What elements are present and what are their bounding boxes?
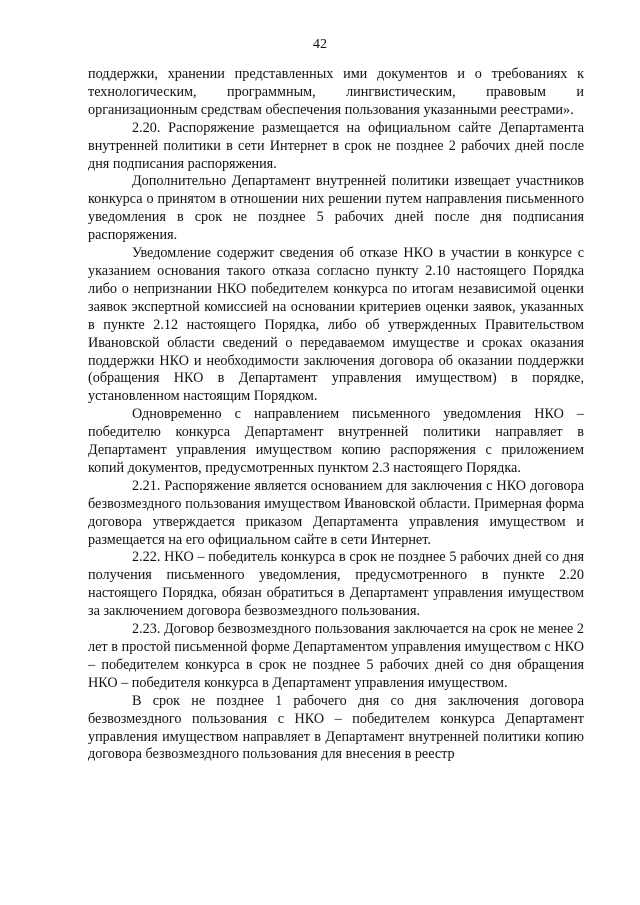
paragraph-2-22: 2.22. НКО – победитель конкурса в срок не позднее 5 рабочих дней со дня получения письменного уведомления, предусмотренного в пункте 2.20 настоящего Порядка, обязан обратиться в Департамент управления имуществом за заключением договора безвозмездного пользования. (88, 549, 584, 620)
body-text (88, 66, 584, 764)
paragraph-simultaneous-transfer: Одновременно с направлением письменного уведомления НКО – победителю конкурса Департамент внутренней политики направляет в Департамент управления имуществом копию распоряжения с приложением копий документов, предусмотренных пунктом 2.3 настоящего Порядка. (88, 406, 584, 476)
paragraph-notification-content: Уведомление содержит сведения об отказе НКО в участии в конкурсе с указанием основания такого отказа согласно пункту 2.10 настоящего Порядка либо о непризнании НКО победителем конкурса по итогам независимой оценки заявок экспертной комиссией на основании критериев оценки заявок, указанных в пункте 2.12 настоящего Порядка, либо об утвержденных Правительством Ивановской области сведений о передаваемом имуществе и сроках оказания поддержки НКО и необходимости заключения договора об оказании поддержки (обращения НКО в Департамент управления имуществом) в порядке, установленном настоящим Порядком. (88, 245, 584, 405)
paragraph-2-21: 2.21. Распоряжение является основанием для заключения с НКО договора безвозмездного пользования имуществом Ивановской области. Примерная форма договора утверждается приказом Департамента управления имуществом и размещается на его официальном сайте в сети Интернет. (88, 477, 584, 548)
page-number: 42 (313, 37, 327, 52)
paragraph-additional-notice: Дополнительно Департамент внутренней политики извещает участников конкурса о принятом в отношении них решении путем направления письменного уведомления в срок не позднее 5 рабочих дней после дня подписания распоряжения. (88, 173, 584, 244)
paragraph-continuation: поддержки, хранении представленных ими документов и о требованиях к технологическим, программным, лингвистическим, правовым и организационным средствам обеспечения пользования указанными реестрами». (88, 66, 584, 118)
paragraph-deadline: В срок не позднее 1 рабочего дня со дня заключения договора безвозмездного пользования с НКО – победителем конкурса Департамент управления имуществом направляет в Департамент внутренней политики копию договора безвозмездного пользования для внесения в реестр (88, 692, 584, 763)
paragraph-2-23: 2.23. Договор безвозмездного пользования заключается на срок не менее 2 лет в простой письменной форме Департаментом управления имуществом с НКО – победителем конкурса в срок не позднее 5 рабочих дней со дня обращения НКО – победителя конкурса в Департамент управления имуществом. (88, 621, 584, 691)
paragraph-2-20: 2.20. Распоряжение размещается на официальном сайте Департамента внутренней политики в сети Интернет в срок не позднее 2 рабочих дней после дня подписания распоряжения. (88, 119, 584, 172)
